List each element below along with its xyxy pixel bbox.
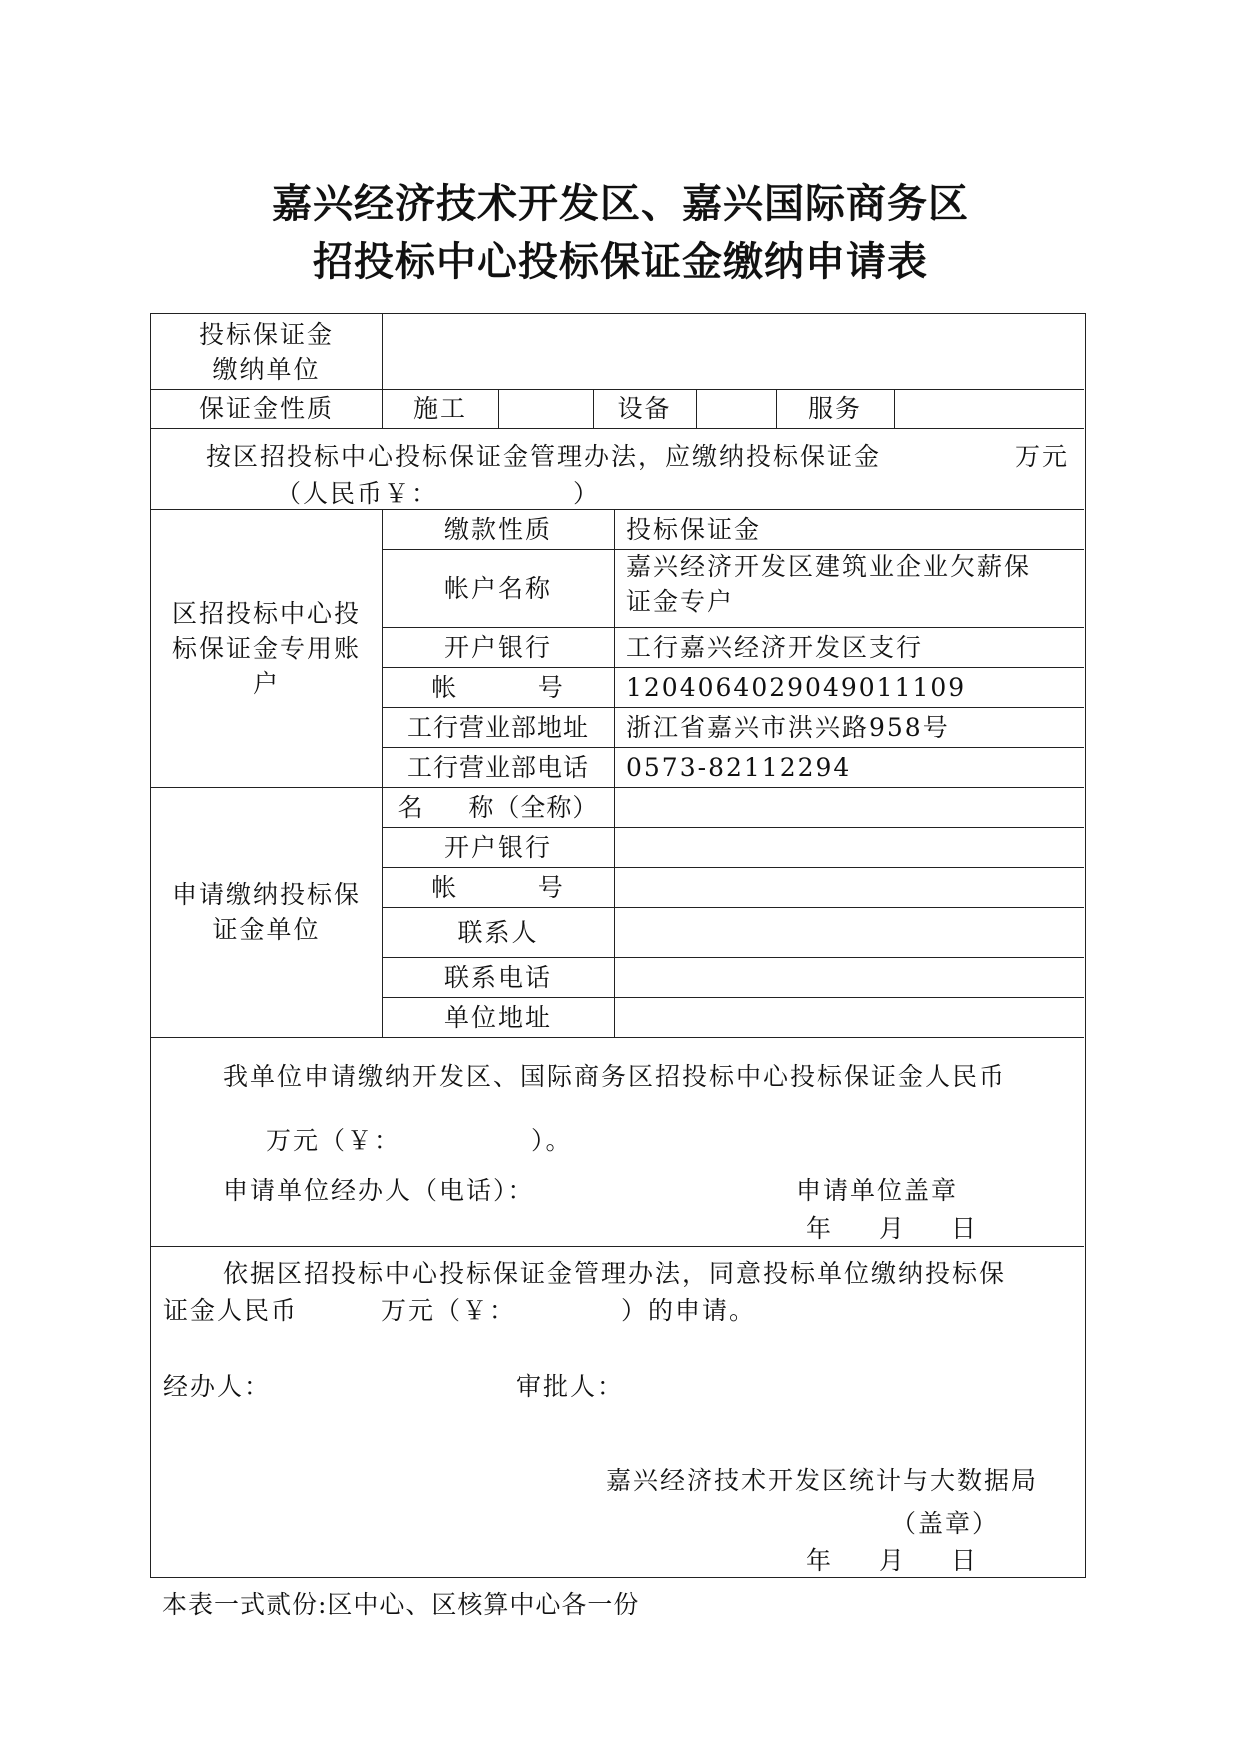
branch-address-value: 浙江省嘉兴市洪兴路958号 — [626, 712, 950, 742]
applicant-contact-label: 联系人 — [457, 917, 539, 947]
account-number-label: 帐 号 — [431, 672, 565, 702]
document-title-line2: 招投标中心投标保证金缴纳申请表 — [313, 238, 928, 285]
application-amount-unit: 万元（￥： — [266, 1126, 402, 1155]
account-name-value — [614, 549, 1084, 627]
account-name-label: 帐户名称 — [443, 573, 552, 603]
applicant-bank-field[interactable] — [614, 827, 1084, 867]
deposit-type-construction-label: 施工 — [412, 394, 467, 423]
application-handler-label: 申请单位经办人（电话）： — [223, 1176, 535, 1205]
application-date-year: 年 — [806, 1214, 834, 1243]
deposit-type-equipment-label: 设备 — [617, 394, 672, 423]
deposit-type-equipment-field[interactable] — [696, 389, 776, 428]
deposit-type-service-label: 服务 — [807, 394, 862, 423]
applicant-group-label — [151, 787, 382, 1037]
footer-note: 本表一式贰份:区中心、区核算中心各一份 — [162, 1590, 640, 1619]
payment-nature-value: 投标保证金 — [626, 514, 762, 544]
application-date-month: 月 — [879, 1214, 907, 1243]
bank-label: 开户银行 — [443, 632, 552, 662]
center-account-group-label — [151, 509, 382, 787]
application-statement-line1: 我单位申请缴纳开发区、国际商务区招投标中心投标保证金人民币 — [223, 1062, 1007, 1091]
application-form — [150, 313, 1086, 1578]
applicant-group-label-line2: 证金单位 — [212, 915, 321, 944]
branch-address-label: 工行营业部地址 — [406, 712, 589, 742]
account-name-value-line1: 嘉兴经济开发区建筑业企业欠薪保 — [626, 552, 1032, 581]
payer-label — [151, 314, 382, 389]
deposit-type-label: 保证金性质 — [198, 394, 334, 423]
notice-rmb-open: （人民币￥： — [276, 479, 439, 508]
bank-value: 工行嘉兴经济开发区支行 — [626, 632, 924, 662]
payer-value-field[interactable] — [382, 314, 1084, 389]
approval-date-year: 年 — [806, 1546, 834, 1575]
branch-phone-label: 工行营业部电话 — [406, 752, 589, 782]
applicant-name-field[interactable] — [614, 787, 1084, 827]
applicant-bank-label: 开户银行 — [443, 832, 552, 862]
applicant-group-label-line1: 申请缴纳投标保 — [171, 880, 361, 909]
payer-label-line1: 投标保证金 — [198, 319, 334, 349]
approval-seal-label: （盖章） — [891, 1509, 1000, 1538]
approval-amount-unit: 万元（￥： — [381, 1296, 517, 1325]
approval-date-day: 日 — [951, 1546, 979, 1575]
payment-nature-label: 缴款性质 — [443, 514, 552, 544]
approval-statement-line1: 依据区招投标中心投标保证金管理办法，同意投标单位缴纳投标保 — [223, 1259, 1007, 1288]
applicant-account-field[interactable] — [614, 867, 1084, 907]
notice-line1: 按区招投标中心投标保证金管理办法，应缴纳投标保证金 — [206, 442, 882, 471]
applicant-account-label: 帐 号 — [431, 872, 565, 902]
document-title-line1: 嘉兴经济技术开发区、嘉兴国际商务区 — [272, 180, 969, 227]
applicant-phone-field[interactable] — [614, 957, 1084, 997]
deposit-type-service-field[interactable] — [894, 389, 1084, 428]
applicant-contact-field[interactable] — [614, 907, 1084, 957]
application-seal-label: 申请单位盖章 — [796, 1176, 959, 1205]
notice-rmb-close: ） — [573, 479, 601, 508]
account-name-value-line2: 证金专户 — [626, 587, 735, 616]
approval-amount-close: ）的申请。 — [621, 1296, 757, 1325]
applicant-name-label: 名 称（全称） — [397, 792, 599, 822]
application-date-day: 日 — [951, 1214, 979, 1243]
application-amount-close: ）。 — [531, 1126, 573, 1155]
center-account-group-label-line2: 标保证金专用账 — [171, 633, 361, 663]
applicant-address-label: 单位地址 — [443, 1002, 552, 1032]
approval-org-name: 嘉兴经济技术开发区统计与大数据局 — [606, 1466, 1039, 1495]
applicant-phone-label: 联系电话 — [443, 962, 552, 992]
approval-date-month: 月 — [879, 1546, 907, 1575]
approver-label: 审批人： — [516, 1372, 625, 1401]
applicant-address-field[interactable] — [614, 997, 1084, 1037]
center-account-group-label-line1: 区招投标中心投 — [171, 598, 361, 628]
approval-amount-prefix: 证金人民币 — [163, 1296, 299, 1325]
payer-label-line2: 缴纳单位 — [212, 354, 321, 384]
branch-phone-value: 0573-82112294 — [626, 752, 852, 782]
notice-unit: 万元 — [1015, 442, 1070, 471]
center-account-group-label-line3: 户 — [252, 668, 280, 698]
account-number-value: 1204064029049011109 — [626, 672, 967, 702]
deposit-type-construction-field[interactable] — [498, 389, 593, 428]
approval-handler-label: 经办人： — [163, 1372, 272, 1401]
